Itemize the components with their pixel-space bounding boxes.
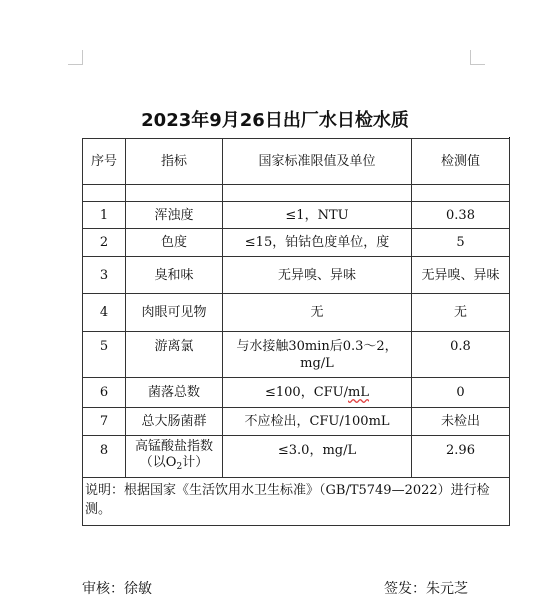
row-limit: [223, 378, 412, 408]
row-value: 2.96: [412, 436, 510, 478]
header-value: 检测值: [412, 139, 510, 185]
row-limit: [223, 332, 412, 378]
row-indicator: 游离氯: [126, 332, 223, 378]
table-note-row: [83, 478, 510, 526]
issuer-signature: 签发：朱元芝: [384, 581, 468, 597]
page-corner-mark-left: [68, 50, 83, 65]
row-limit: ≤3.0，mg/L: [223, 436, 412, 478]
row-no: 1: [83, 202, 126, 229]
row-no: 8: [83, 436, 126, 478]
table-row: [83, 229, 510, 257]
row-no: 6: [83, 378, 126, 408]
table-row: [83, 202, 510, 229]
row-value: 0.8: [412, 332, 510, 378]
row-no: 7: [83, 408, 126, 436]
page-corner-mark-right: [470, 50, 485, 65]
row-indicator: 肉眼可见物: [126, 294, 223, 332]
row-limit-unit-spellcheck: mL: [348, 385, 369, 400]
header-indicator: 指标: [126, 139, 223, 185]
row-value: 无: [412, 294, 510, 332]
table-spacer-row: [83, 185, 510, 202]
row-indicator-line1: 高锰酸盐指数: [134, 438, 213, 454]
row-value: 0: [412, 378, 510, 408]
row-indicator: 臭和味: [126, 257, 223, 294]
row-no: 2: [83, 229, 126, 257]
row-limit: 无: [223, 294, 412, 332]
row-indicator: 菌落总数: [126, 378, 223, 408]
row-indicator: [126, 436, 223, 478]
row-indicator: 总大肠菌群: [126, 408, 223, 436]
row-limit-line2: mg/L: [300, 356, 334, 371]
row-limit-main: ≤100，CFU/: [265, 385, 349, 400]
water-quality-table: [82, 138, 510, 526]
row-indicator-line2: （以$O_2$计）: [139, 454, 209, 472]
row-value: 未检出: [412, 408, 510, 436]
table-row: [83, 257, 510, 294]
table-row: [83, 378, 510, 408]
row-limit-line1: 与水接触30min后0.3～2，: [236, 339, 398, 354]
row-no: 3: [83, 257, 126, 294]
table-row: [83, 294, 510, 332]
table-row: [83, 408, 510, 436]
row-no: 4: [83, 294, 126, 332]
reviewer-signature: 审核：徐敏: [82, 581, 152, 597]
row-limit: ≤1，NTU: [223, 202, 412, 229]
table-header-row: [83, 139, 510, 185]
table-row: [83, 332, 510, 378]
row-limit: 无异嗅、异味: [223, 257, 412, 294]
header-limit: 国家标准限值及单位: [223, 139, 412, 185]
row-value: 0.38: [412, 202, 510, 229]
table-note: 说明：根据国家《生活饮用水卫生标准》（GB/T5749—2022）进行检测。: [83, 478, 510, 526]
row-value: 无异嗅、异味: [412, 257, 510, 294]
row-value: 5: [412, 229, 510, 257]
row-limit: 不应检出，CFU/100mL: [223, 408, 412, 436]
table-row: [83, 436, 510, 478]
row-limit: ≤15，铂钴色度单位，度: [223, 229, 412, 257]
page-title: 2023年9月26日出厂水日检水质: [141, 110, 409, 131]
row-no: 5: [83, 332, 126, 378]
row-indicator: 浑浊度: [126, 202, 223, 229]
row-indicator: 色度: [126, 229, 223, 257]
header-no: 序号: [83, 139, 126, 185]
